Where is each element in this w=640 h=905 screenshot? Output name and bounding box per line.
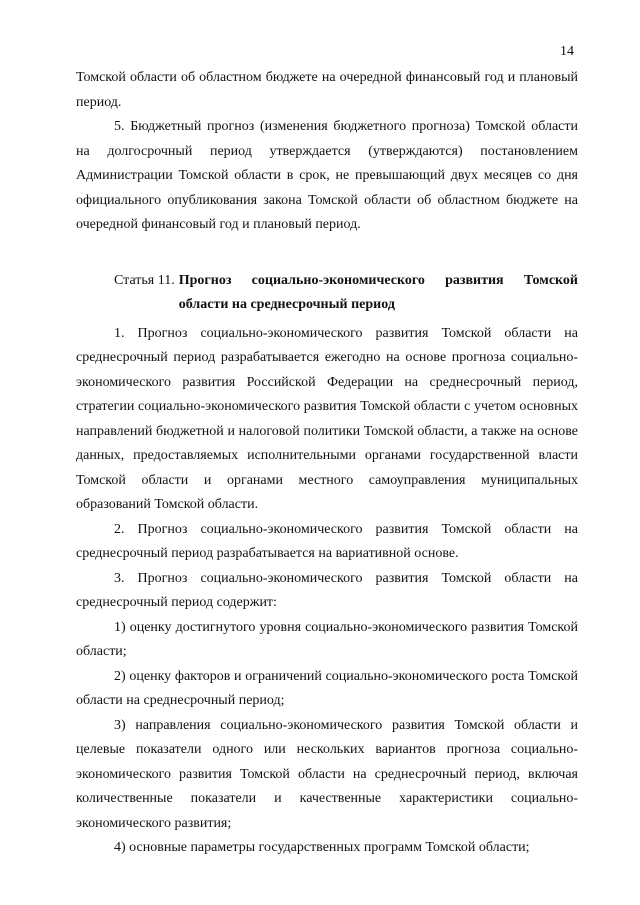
subitem-1: 1) оценку достигнутого уровня социально-экономического развития Томской области; bbox=[76, 619, 578, 659]
article-item-1: 1. Прогноз социально-экономического развития Томской области на среднесрочный период разрабатывается ежегодно на основе прогноза социально-экономического развития Российской Федерации на среднесрочный период, стратегии социально-экономического развития Томской области с учетом основных направлений бюджетной и налоговой политики Томской области, а также на основе данных, предоставляемых исполнительными органами государственной власти Томской области и органами местного самоуправления муниципальных образований Томской области. bbox=[76, 325, 578, 512]
article-title-line-1: Прогноз социально-экономического развития Томской bbox=[178, 272, 578, 288]
subitem-2: 2) оценку факторов и ограничений социально-экономического роста Томской области на среднесрочный период; bbox=[76, 668, 578, 708]
article-item-3: 3. Прогноз социально-экономического развития Томской области на среднесрочный период содержит: bbox=[76, 570, 578, 610]
article-heading bbox=[76, 269, 578, 318]
article-item-2: 2. Прогноз социально-экономического развития Томской области на среднесрочный период разрабатывается на вариативной основе. bbox=[76, 521, 578, 561]
subitem-3: 3) направления социально-экономического развития Томской области и целевые показатели одного или нескольких вариантов прогноза социально-экономического развития Томской области на среднесрочный период, включая количественные показатели и качественные характеристики социально-экономического развития; bbox=[76, 717, 578, 831]
page-number: 14 bbox=[560, 44, 574, 59]
continuation-paragraph: Томской области об областном бюджете на очередной финансовый год и плановый период. bbox=[76, 70, 578, 110]
article-title bbox=[179, 269, 578, 318]
article-label: Статья 11. bbox=[114, 272, 175, 288]
article-title-line-2: области на среднесрочный период bbox=[178, 297, 395, 312]
paragraph-5: 5. Бюджетный прогноз (изменения бюджетного прогноза) Томской области на долгосрочный период утверждается (утверждаются) постановлением Администрации Томской области в срок, не превышающий двух месяцев со дня официального опубликования закона Томской области об областном бюджете на очередной финансовый год и плановый период. bbox=[76, 119, 578, 232]
document-body bbox=[76, 66, 578, 861]
subitem-4: 4) основные параметры государственных программ Томской области; bbox=[114, 840, 530, 855]
